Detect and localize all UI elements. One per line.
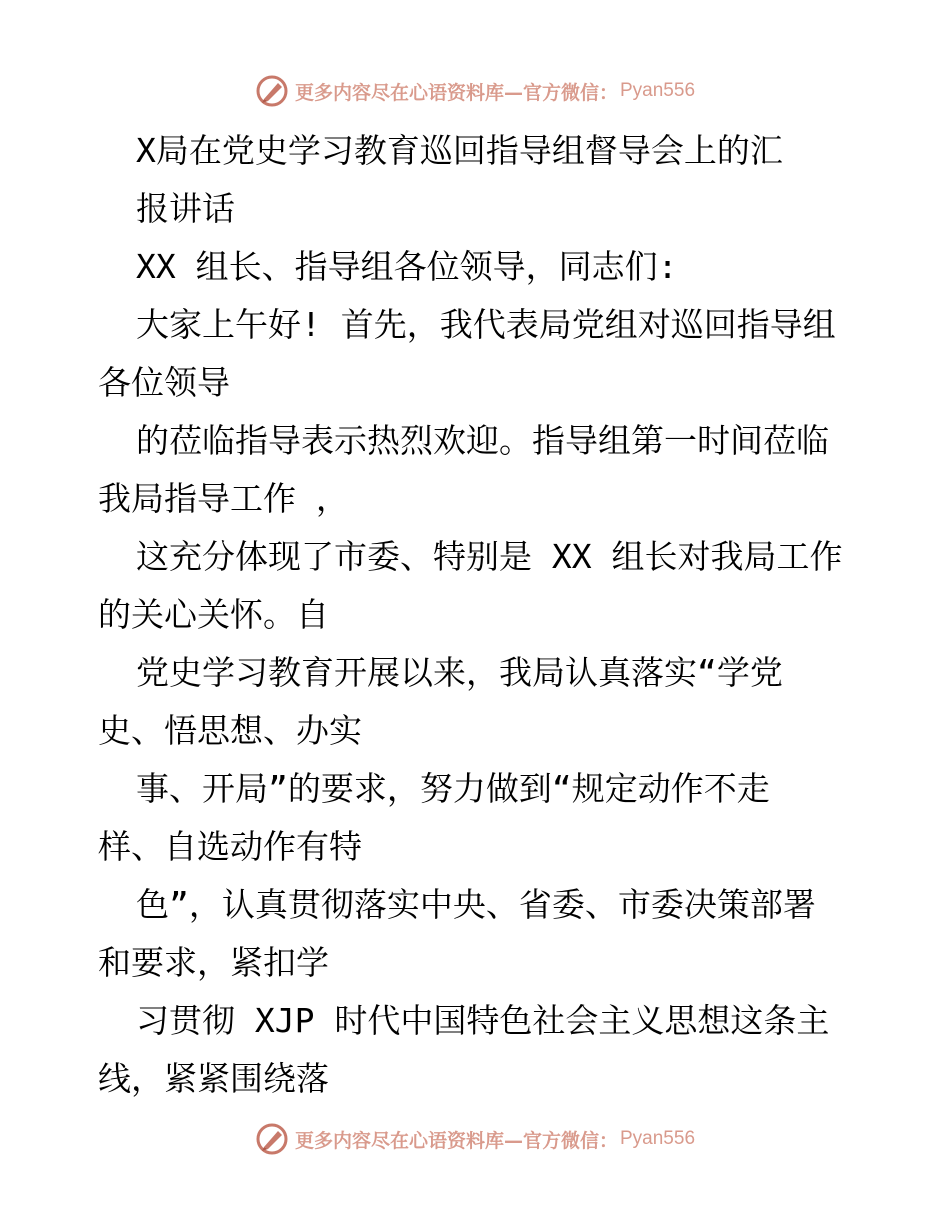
text-line: 史、悟思想、办实	[98, 711, 362, 750]
text-line: 事、开局”的要求，努力做到“规定动作不走	[136, 769, 770, 808]
text-line: 样、自选动作有特	[98, 827, 362, 866]
text-line: XX 组长、指导组各位领导，同志们:	[136, 247, 678, 286]
watermark-wechat-id: Pyan556	[620, 1128, 696, 1149]
document-body	[98, 122, 858, 1108]
text-line: 线，紧紧围绕落	[98, 1059, 329, 1098]
watermark-wechat-id: Pyan556	[620, 80, 696, 101]
watermark-text: 更多内容尽在心语资料库—官方微信：	[294, 81, 618, 104]
text-line: 习贯彻 XJP 时代中国特色社会主义思想这条主	[136, 1001, 830, 1040]
text-line: 大家上午好! 首先，我代表局党组对巡回指导组	[136, 305, 836, 344]
text-line: 的关心关怀。自	[98, 595, 329, 634]
pen-circle-logo-icon	[255, 1122, 289, 1156]
text-line: 这充分体现了市委、特别是 XX 组长对我局工作	[136, 537, 843, 576]
text-line: 各位领导	[98, 363, 230, 402]
footer-watermark	[0, 1119, 950, 1159]
text-line: 我局指导工作 ，	[98, 479, 349, 518]
text-line: 和要求，紧扣学	[98, 943, 329, 982]
pen-circle-logo-icon	[255, 74, 289, 108]
text-line: 报讲话	[136, 189, 235, 228]
text-line: 色”，认真贯彻落实中央、省委、市委决策部署	[136, 885, 816, 924]
text-line: 的莅临指导表示热烈欢迎。指导组第一时间莅临	[136, 421, 829, 460]
text-line: X局在党史学习教育巡回指导组督导会上的汇	[136, 131, 783, 170]
header-watermark	[0, 71, 950, 111]
watermark-text: 更多内容尽在心语资料库—官方微信：	[294, 1129, 618, 1152]
text-line: 党史学习教育开展以来，我局认真落实“学党	[136, 653, 783, 692]
